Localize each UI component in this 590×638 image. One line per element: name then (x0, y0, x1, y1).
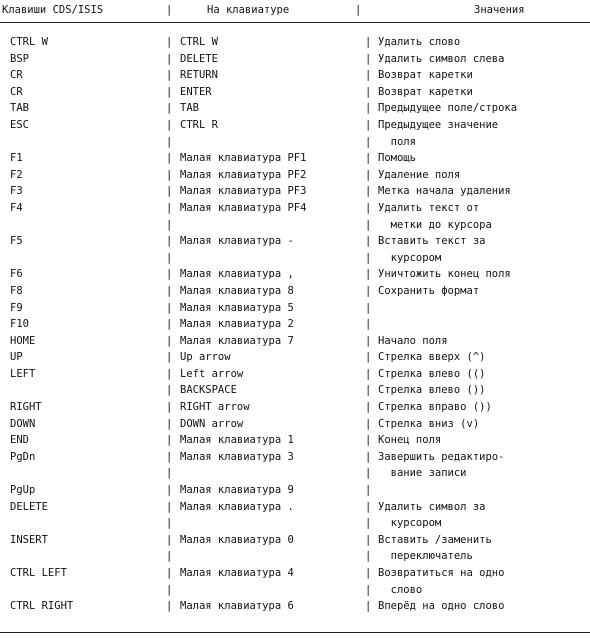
cell-separator: | (365, 550, 372, 563)
cell-keyboard-key: Up arrow (180, 351, 231, 364)
cell-separator: | (365, 218, 372, 231)
cell-meaning: курсором (378, 251, 442, 264)
table-row (0, 432, 590, 449)
cell-separator: | (365, 434, 372, 447)
table-row (0, 316, 590, 333)
cell-cds-isis-key: HOME (10, 334, 36, 347)
cell-meaning: Предыдущее значение (378, 118, 499, 131)
cell-keyboard-key: Малая клавиатура 6 (180, 600, 294, 613)
cell-separator: | (365, 284, 372, 297)
cell-separator: | (166, 185, 173, 198)
cell-meaning: Вставить /заменить (378, 533, 492, 546)
cell-keyboard-key: Малая клавиатура PF2 (180, 168, 307, 181)
cell-separator: | (365, 168, 372, 181)
table-row (0, 532, 590, 549)
table-row (0, 416, 590, 433)
table-header (0, 2, 590, 18)
cell-separator: | (365, 334, 372, 347)
cell-meaning: Удаление поля (378, 168, 461, 181)
cell-meaning: Стрелка вправо ()) (378, 401, 492, 414)
cell-keyboard-key: RIGHT arrow (180, 401, 250, 414)
cell-cds-isis-key: RIGHT (10, 401, 42, 414)
cell-keyboard-key: Малая клавиатура 1 (180, 434, 294, 447)
cell-meaning: Возвратиться на одно (378, 567, 505, 579)
table-row (0, 582, 590, 599)
cell-separator: | (166, 334, 173, 347)
cell-separator: | (166, 600, 173, 613)
cell-separator: | (365, 85, 372, 98)
cell-separator: | (166, 401, 173, 414)
table-body (0, 34, 590, 615)
cell-keyboard-key: RETURN (180, 69, 218, 82)
table-row (0, 548, 590, 565)
cell-separator: | (365, 467, 372, 480)
table-row (0, 84, 590, 101)
header-rule (0, 22, 590, 23)
cell-cds-isis-key: ESC (10, 118, 29, 131)
cell-cds-isis-key: END (10, 434, 29, 447)
cell-separator: | (365, 102, 372, 115)
cell-keyboard-key: Малая клавиатура 9 (180, 484, 294, 497)
cell-separator: | (166, 351, 173, 364)
cell-meaning: Завершить редактиро- (378, 450, 505, 463)
cell-meaning: Удалить символ слева (378, 52, 505, 65)
cell-meaning: Конец поля (378, 434, 442, 447)
header-separator-1: | (166, 4, 173, 16)
cell-cds-isis-key: F6 (10, 268, 23, 281)
cell-meaning: переключатель (378, 550, 473, 563)
cell-separator: | (365, 268, 372, 281)
cell-cds-isis-key: F9 (10, 301, 23, 314)
cell-separator: | (166, 52, 173, 65)
table-row (0, 449, 590, 466)
table-row (0, 399, 590, 416)
cell-separator: | (166, 417, 173, 430)
cell-separator: | (166, 85, 173, 98)
cell-separator: | (166, 500, 173, 513)
cell-cds-isis-key: F8 (10, 284, 23, 297)
cell-keyboard-key: Малая клавиатура 3 (180, 450, 294, 463)
cell-separator: | (365, 118, 372, 131)
cell-separator: | (166, 450, 173, 463)
table-row (0, 266, 590, 283)
cell-cds-isis-key: INSERT (10, 533, 48, 546)
cell-keyboard-key: DELETE (180, 52, 218, 65)
cell-separator: | (365, 384, 372, 397)
cell-keyboard-key: Малая клавиатура 0 (180, 533, 294, 546)
table-row (0, 366, 590, 383)
table-row (0, 250, 590, 267)
cell-separator: | (365, 201, 372, 214)
cell-separator: | (365, 600, 372, 613)
table-row (0, 300, 590, 317)
cell-keyboard-key: Малая клавиатура 5 (180, 301, 294, 314)
cell-separator: | (365, 36, 372, 48)
cell-separator: | (166, 36, 173, 48)
cell-separator: | (166, 135, 173, 148)
cell-keyboard-key: Left arrow (180, 367, 244, 380)
cell-cds-isis-key: TAB (10, 102, 29, 115)
cell-keyboard-key: TAB (180, 102, 199, 115)
cell-meaning: Удалить текст от (378, 201, 480, 214)
cell-cds-isis-key: DELETE (10, 500, 48, 513)
cell-separator: | (166, 152, 173, 165)
table-row (0, 382, 590, 399)
cell-meaning: Сохранить формат (378, 284, 480, 297)
cell-separator: | (365, 484, 372, 497)
cell-separator: | (365, 533, 372, 546)
cell-keyboard-key: CTRL R (180, 118, 218, 131)
cell-cds-isis-key: CTRL W (10, 36, 48, 48)
cell-separator: | (365, 235, 372, 248)
cell-meaning: Начало поля (378, 334, 448, 347)
cell-meaning: Стрелка влево ()) (378, 384, 486, 397)
cell-separator: | (365, 450, 372, 463)
table-row (0, 333, 590, 350)
cell-meaning: Предыдущее поле/строка (378, 102, 518, 115)
table-row (0, 233, 590, 250)
cell-keyboard-key: ENTER (180, 85, 212, 98)
cell-separator: | (166, 467, 173, 480)
table-row (0, 565, 590, 582)
table-row (0, 465, 590, 482)
cell-meaning: вание записи (378, 467, 467, 480)
cell-meaning: Возврат каретки (378, 85, 473, 98)
table-row (0, 515, 590, 532)
table-row (0, 598, 590, 615)
cell-keyboard-key: Малая клавиатура . (180, 500, 294, 513)
header-meanings: Значения (474, 4, 525, 16)
cell-cds-isis-key: CTRL LEFT (10, 567, 67, 579)
cell-cds-isis-key: PgDn (10, 450, 36, 463)
cell-meaning: слово (378, 583, 423, 596)
table-row (0, 134, 590, 151)
cell-cds-isis-key: F2 (10, 168, 23, 181)
cell-separator: | (166, 118, 173, 131)
table-row (0, 150, 590, 167)
cell-keyboard-key: DOWN arrow (180, 417, 244, 430)
cell-separator: | (365, 152, 372, 165)
cell-separator: | (166, 583, 173, 596)
cell-keyboard-key: Малая клавиатура PF4 (180, 201, 307, 214)
table-row (0, 499, 590, 516)
cell-cds-isis-key: CR (10, 85, 23, 98)
cell-meaning: Метка начала удаления (378, 185, 511, 198)
cell-cds-isis-key: F5 (10, 235, 23, 248)
table-row (0, 34, 590, 51)
cell-separator: | (365, 318, 372, 331)
cell-meaning: Стрелка вверх (^) (378, 351, 486, 364)
table-row (0, 117, 590, 134)
cell-keyboard-key: Малая клавиатура 2 (180, 318, 294, 331)
cell-separator: | (166, 484, 173, 497)
cell-meaning: Вперёд на одно слово (378, 600, 505, 613)
cell-separator: | (166, 201, 173, 214)
cell-meaning: метки до курсора (378, 218, 492, 231)
cell-separator: | (166, 301, 173, 314)
cell-cds-isis-key: PgUp (10, 484, 36, 497)
cell-meaning: курсором (378, 517, 442, 530)
cell-separator: | (365, 417, 372, 430)
cell-cds-isis-key: UP (10, 351, 23, 364)
cell-keyboard-key: Малая клавиатура 4 (180, 567, 294, 579)
cell-keyboard-key: Малая клавиатура - (180, 235, 294, 248)
cell-separator: | (166, 567, 173, 579)
cell-separator: | (365, 583, 372, 596)
cell-cds-isis-key: CR (10, 69, 23, 82)
cell-separator: | (166, 268, 173, 281)
cell-separator: | (166, 218, 173, 231)
table-row (0, 283, 590, 300)
cell-separator: | (365, 351, 372, 364)
header-cds-isis-keys: Клавиши CDS/ISIS (2, 4, 104, 16)
cell-cds-isis-key: F1 (10, 152, 23, 165)
cell-cds-isis-key: CTRL RIGHT (10, 600, 74, 613)
cell-separator: | (166, 434, 173, 447)
cell-separator: | (166, 251, 173, 264)
cell-separator: | (166, 384, 173, 397)
cell-separator: | (166, 533, 173, 546)
cell-meaning: Вставить текст за (378, 235, 486, 248)
cell-meaning: Уничтожить конец поля (378, 268, 511, 281)
cell-separator: | (365, 401, 372, 414)
cell-meaning: Удалить символ за (378, 500, 486, 513)
cell-keyboard-key: BACKSPACE (180, 384, 237, 397)
cell-keyboard-key: Малая клавиатура 8 (180, 284, 294, 297)
cell-cds-isis-key: F10 (10, 318, 29, 331)
cell-separator: | (365, 567, 372, 579)
cell-separator: | (166, 284, 173, 297)
cell-separator: | (365, 367, 372, 380)
footer-rule (0, 632, 590, 633)
cell-meaning: Стрелка вниз (v) (378, 417, 480, 430)
cell-separator: | (166, 235, 173, 248)
cell-meaning: Стрелка влево (() (378, 367, 486, 380)
cell-meaning: Помощь (378, 152, 416, 165)
table-row (0, 482, 590, 499)
cell-cds-isis-key: DOWN (10, 417, 36, 430)
cell-separator: | (365, 135, 372, 148)
cell-separator: | (166, 69, 173, 82)
cell-separator: | (166, 550, 173, 563)
cell-meaning: поля (378, 135, 416, 148)
cell-cds-isis-key: LEFT (10, 367, 36, 380)
cell-meaning: Удалить слово (378, 36, 461, 48)
cell-separator: | (365, 185, 372, 198)
table-row (0, 349, 590, 366)
cell-separator: | (166, 517, 173, 530)
cell-meaning: Возврат каретки (378, 69, 473, 82)
table-row (0, 100, 590, 117)
cell-separator: | (365, 69, 372, 82)
cell-separator: | (166, 102, 173, 115)
cell-keyboard-key: CTRL W (180, 36, 218, 48)
cell-cds-isis-key: BSP (10, 52, 29, 65)
cell-keyboard-key: Малая клавиатура PF3 (180, 185, 307, 198)
cell-separator: | (365, 52, 372, 65)
cell-separator: | (166, 318, 173, 331)
header-separator-2: | (355, 4, 362, 16)
cell-cds-isis-key: F4 (10, 201, 23, 214)
cell-separator: | (365, 251, 372, 264)
cell-keyboard-key: Малая клавиатура 7 (180, 334, 294, 347)
cell-separator: | (365, 500, 372, 513)
cell-keyboard-key: Малая клавиатура , (180, 268, 294, 281)
cell-separator: | (166, 168, 173, 181)
cell-cds-isis-key: F3 (10, 185, 23, 198)
table-row (0, 167, 590, 184)
table-row (0, 67, 590, 84)
table-row (0, 183, 590, 200)
header-keyboard: На клавиатуре (207, 4, 290, 16)
cell-keyboard-key: Малая клавиатура PF1 (180, 152, 307, 165)
cell-separator: | (166, 367, 173, 380)
table-row (0, 217, 590, 234)
cell-separator: | (365, 517, 372, 530)
cell-separator: | (365, 301, 372, 314)
table-row (0, 51, 590, 68)
table-row (0, 200, 590, 217)
